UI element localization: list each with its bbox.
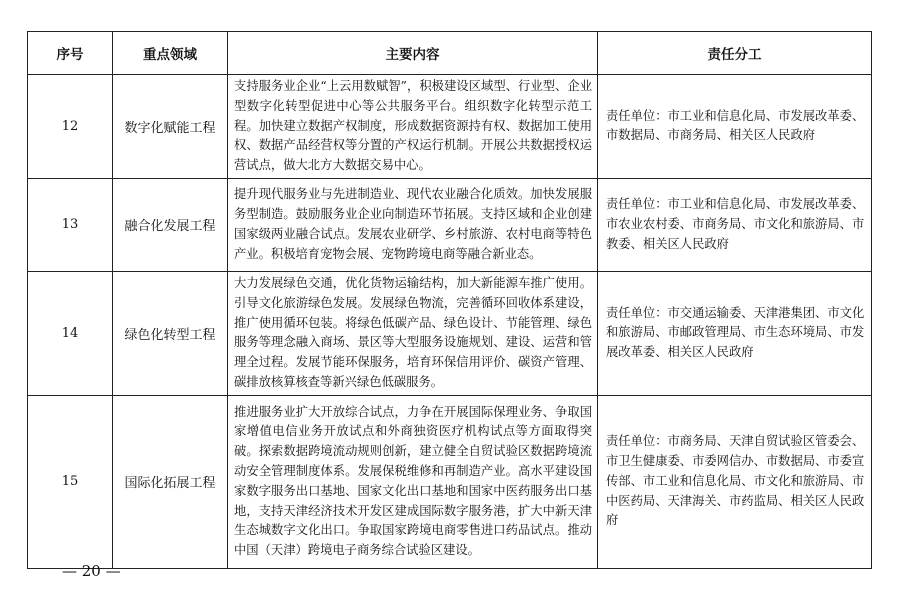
row-area: 国际化拓展工程 bbox=[113, 395, 228, 568]
table-row bbox=[28, 271, 872, 395]
row-content: 推进服务业扩大开放综合试点，力争在开展国际保理业务、争取国家增值电信业务开放试点和外商独资医疗机构试点等方面取得突破。探索数据跨境流动规则创新，建立健全自贸试验区数据跨境流动安全管理制度体系。发展保税维修和再制造产业。高水平建设国家数字服务出口基地、国家文化出口基地和国家中医药服务出口基地，支持天津经济技术开发区建成国际数字服务港，扩大中新天津生态城数字文化出口。争取国家跨境电商零售进口药品试点。推动中国（天津）跨境电子商务综合试验区建设。 bbox=[228, 395, 598, 568]
row-resp: 责任单位：市商务局、天津自贸试验区管委会、市卫生健康委、市委网信办、市数据局、市委宣传部、市工业和信息化局、市文化和旅游局、市中医药局、天津海关、市药监局、相关区人民政府 bbox=[598, 395, 872, 568]
row-resp: 责任单位：市工业和信息化局、市发展改革委、市数据局、市商务局、相关区人民政府 bbox=[598, 75, 872, 179]
header-area: 重点领域 bbox=[113, 32, 228, 75]
table-row bbox=[28, 395, 872, 568]
row-resp: 责任单位：市工业和信息化局、市发展改革委、市农业农村委、市商务局、市文化和旅游局、市教委、相关区人民政府 bbox=[598, 178, 872, 271]
row-area: 融合化发展工程 bbox=[113, 178, 228, 271]
row-content: 提升现代服务业与先进制造业、现代农业融合化质效。加快发展服务型制造。鼓励服务业企业向制造环节拓展。支持区域和企业创建国家级两业融合试点。发展农业研学、乡村旅游、农村电商等特色产业。积极培育宠物会展、宠物跨境电商等融合新业态。 bbox=[228, 178, 598, 271]
table-row bbox=[28, 178, 872, 271]
row-area: 数字化赋能工程 bbox=[113, 75, 228, 179]
row-num: 15 bbox=[28, 395, 113, 568]
row-content: 大力发展绿色交通，优化货物运输结构，加大新能源车推广使用。引导文化旅游绿色发展。发展绿色物流，完善循环回收体系建设，推广使用循环包装。将绿色低碳产品、绿色设计、节能管理、绿色服务等理念融入商场、景区等大型服务设施规划、建设、运营和管理全过程。发展节能环保服务，培育环保信用评价、碳资产管理、碳排放核算核查等新兴绿色低碳服务。 bbox=[228, 271, 598, 395]
row-area: 绿色化转型工程 bbox=[113, 271, 228, 395]
header-content: 主要内容 bbox=[228, 32, 598, 75]
row-num: 13 bbox=[28, 178, 113, 271]
header-resp: 责任分工 bbox=[598, 32, 872, 75]
header-row bbox=[28, 32, 872, 75]
header-num: 序号 bbox=[28, 32, 113, 75]
page-number: — 20 — bbox=[62, 562, 121, 580]
row-num: 14 bbox=[28, 271, 113, 395]
task-table bbox=[27, 31, 872, 569]
row-num: 12 bbox=[28, 75, 113, 179]
row-resp: 责任单位：市交通运输委、天津港集团、市文化和旅游局、市邮政管理局、市生态环境局、市发展改革委、相关区人民政府 bbox=[598, 271, 872, 395]
table-row bbox=[28, 75, 872, 179]
row-content: 支持服务业企业“上云用数赋智”，积极建设区域型、行业型、企业型数字化转型促进中心等公共服务平台。组织数字化转型示范工程。加快建立数据产权制度，形成数据资源持有权、数据加工使用权、数据产品经营权等分置的产权运行机制。开展公共数据授权运营试点，做大北方大数据交易中心。 bbox=[228, 75, 598, 179]
